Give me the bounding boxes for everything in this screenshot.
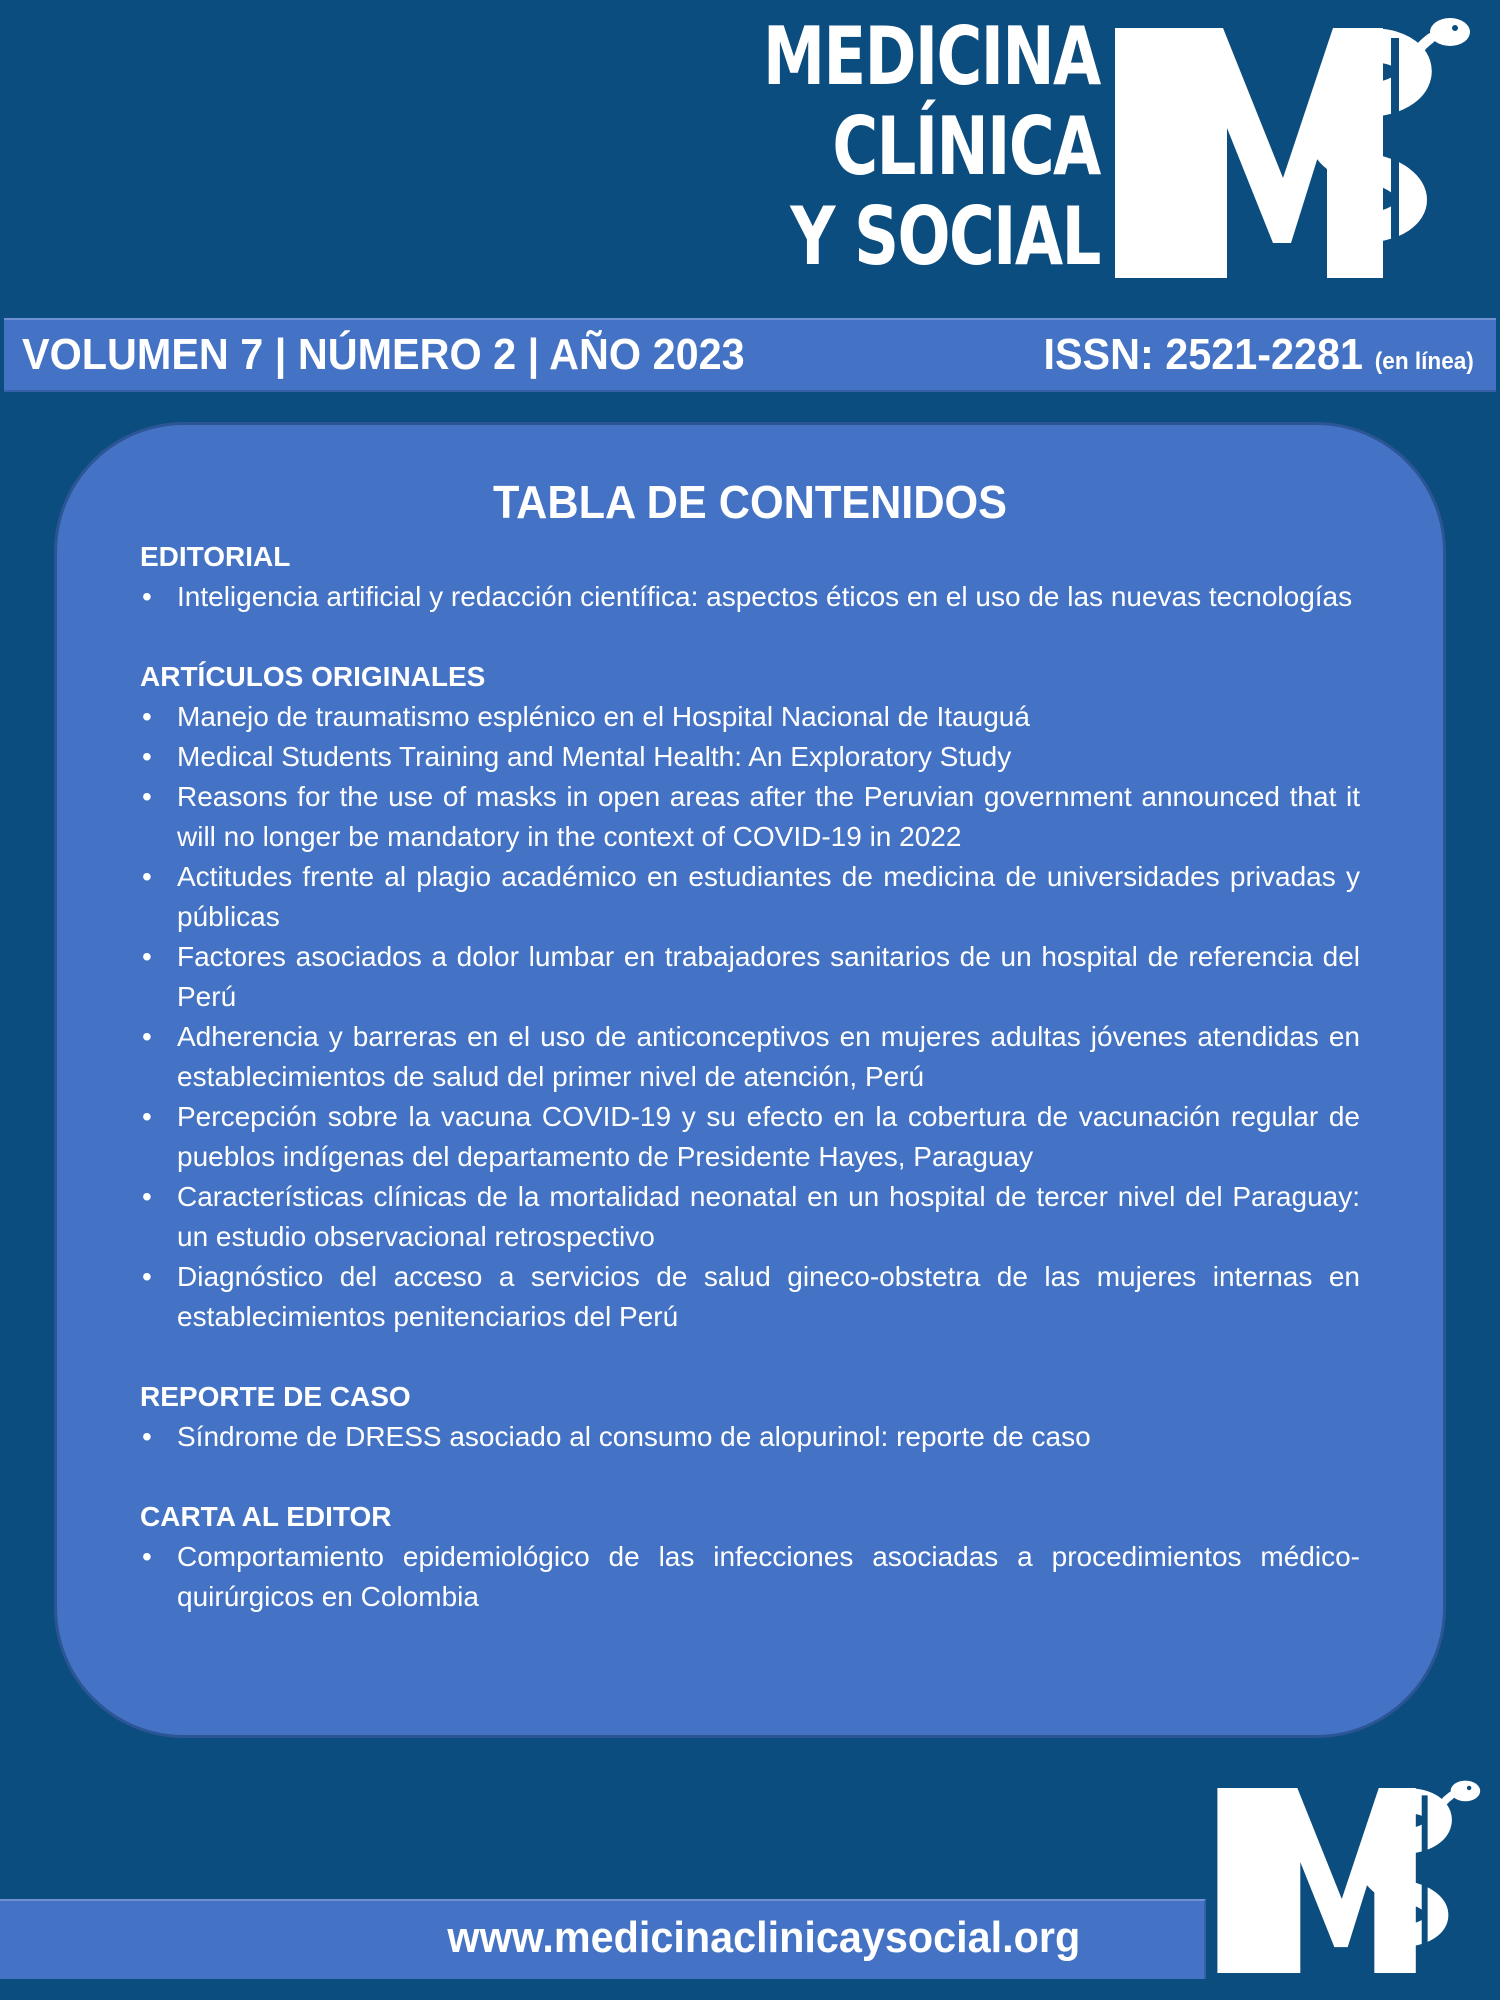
toc-entry[interactable] bbox=[140, 1097, 1360, 1177]
section-heading: EDITORIAL bbox=[140, 541, 291, 572]
section-heading: REPORTE DE CASO bbox=[140, 1381, 411, 1412]
bullet-icon: • bbox=[142, 741, 152, 772]
website-link[interactable]: www.medicinaclinicaysocial.org bbox=[447, 1913, 1080, 1962]
journal-title-line: CLÍNICA bbox=[832, 100, 1100, 193]
toc-section bbox=[140, 537, 1360, 617]
toc-entry-title: Síndrome de DRESS asociado al consumo de alopurinol: reporte de caso bbox=[177, 1421, 1091, 1452]
toc-entry[interactable] bbox=[140, 737, 1360, 777]
toc-entry[interactable] bbox=[140, 1537, 1360, 1617]
toc-entry-title: Diagnóstico del acceso a servicios de salud gineco-obstetra de las mujeres internas en establecimientos penitenciarios del Perú bbox=[177, 1261, 1360, 1332]
toc-list bbox=[140, 1417, 1360, 1457]
bullet-icon: • bbox=[142, 1021, 152, 1052]
toc-title: TABLA DE CONTENIDOS bbox=[492, 476, 1008, 528]
bullet-icon: • bbox=[142, 1541, 152, 1572]
toc-entry[interactable] bbox=[140, 1177, 1360, 1257]
bullet-icon: • bbox=[142, 1421, 152, 1452]
issn-group bbox=[1044, 330, 1474, 380]
ms-caduceus-logo-icon bbox=[1210, 1768, 1495, 1993]
toc-list bbox=[140, 577, 1360, 617]
toc-entry-title: Reasons for the use of masks in open areas after the Peruvian government announced that it will no longer be mandatory in the context of COVID-19 in 2022 bbox=[177, 781, 1360, 852]
toc-entry[interactable] bbox=[140, 577, 1360, 617]
bullet-icon: • bbox=[142, 781, 152, 812]
issn-note: (en línea) bbox=[1374, 348, 1474, 375]
bullet-icon: • bbox=[142, 1181, 152, 1212]
bullet-icon: • bbox=[142, 581, 152, 612]
volume-issue-year: VOLUMEN 7 | NÚMERO 2 | AÑO 2023 bbox=[22, 330, 745, 379]
toc-section bbox=[140, 1497, 1360, 1617]
footer-bar bbox=[0, 1899, 1206, 1979]
toc-body bbox=[140, 537, 1360, 1657]
toc-list bbox=[140, 697, 1360, 1337]
toc-entry[interactable] bbox=[140, 1257, 1360, 1337]
toc-entry[interactable] bbox=[140, 1417, 1360, 1457]
toc-entry-title: Manejo de traumatismo esplénico en el Hospital Nacional de Itauguá bbox=[177, 701, 1030, 732]
bullet-icon: • bbox=[142, 941, 152, 972]
toc-entry-title: Inteligencia artificial y redacción científica: aspectos éticos en el uso de las nuevas tecnologías bbox=[177, 581, 1353, 612]
section-heading: ARTÍCULOS ORIGINALES bbox=[140, 661, 486, 692]
bullet-icon: • bbox=[142, 1101, 152, 1132]
toc-entry-title: Actitudes frente al plagio académico en estudiantes de medicina de universidades privadas y públicas bbox=[177, 861, 1360, 932]
journal-title-line: Y SOCIAL bbox=[790, 190, 1100, 283]
table-of-contents-panel bbox=[54, 422, 1446, 1738]
toc-entry-title: Comportamiento epidemiológico de las infecciones asociadas a procedimientos médico-quirúrgicos en Colombia bbox=[177, 1541, 1360, 1612]
toc-entry-title: Características clínicas de la mortalidad neonatal en un hospital de tercer nivel del Paraguay: un estudio observacional retrospectivo bbox=[177, 1181, 1360, 1252]
toc-entry-title: Factores asociados a dolor lumbar en trabajadores sanitarios de un hospital de referencia del Perú bbox=[177, 941, 1360, 1012]
ms-caduceus-logo-icon bbox=[1105, 8, 1490, 298]
toc-entry[interactable] bbox=[140, 937, 1360, 1017]
issn: ISSN: 2521-2281 bbox=[1043, 330, 1364, 379]
toc-list bbox=[140, 1537, 1360, 1617]
toc-section bbox=[140, 1377, 1360, 1457]
toc-entry[interactable] bbox=[140, 857, 1360, 937]
section-heading: CARTA AL EDITOR bbox=[140, 1501, 392, 1532]
toc-entry-title: Medical Students Training and Mental Health: An Exploratory Study bbox=[177, 741, 1012, 772]
journal-title bbox=[763, 12, 1100, 282]
journal-title-line: MEDICINA bbox=[763, 10, 1100, 103]
bullet-icon: • bbox=[142, 701, 152, 732]
bullet-icon: • bbox=[142, 1261, 152, 1292]
toc-entry[interactable] bbox=[140, 697, 1360, 737]
toc-entry[interactable] bbox=[140, 777, 1360, 857]
toc-entry-title: Percepción sobre la vacuna COVID-19 y su efecto en la cobertura de vacunación regular de pueblos indígenas del departamento de Presidente Hayes, Paraguay bbox=[177, 1101, 1360, 1172]
toc-section bbox=[140, 657, 1360, 1337]
masthead bbox=[0, 0, 1500, 310]
toc-entry-title: Adherencia y barreras en el uso de anticonceptivos en mujeres adultas jóvenes atendidas en establecimientos de salud del primer nivel de atención, Perú bbox=[177, 1021, 1360, 1092]
toc-entry[interactable] bbox=[140, 1017, 1360, 1097]
volume-info-bar bbox=[4, 318, 1496, 392]
bullet-icon: • bbox=[142, 861, 152, 892]
